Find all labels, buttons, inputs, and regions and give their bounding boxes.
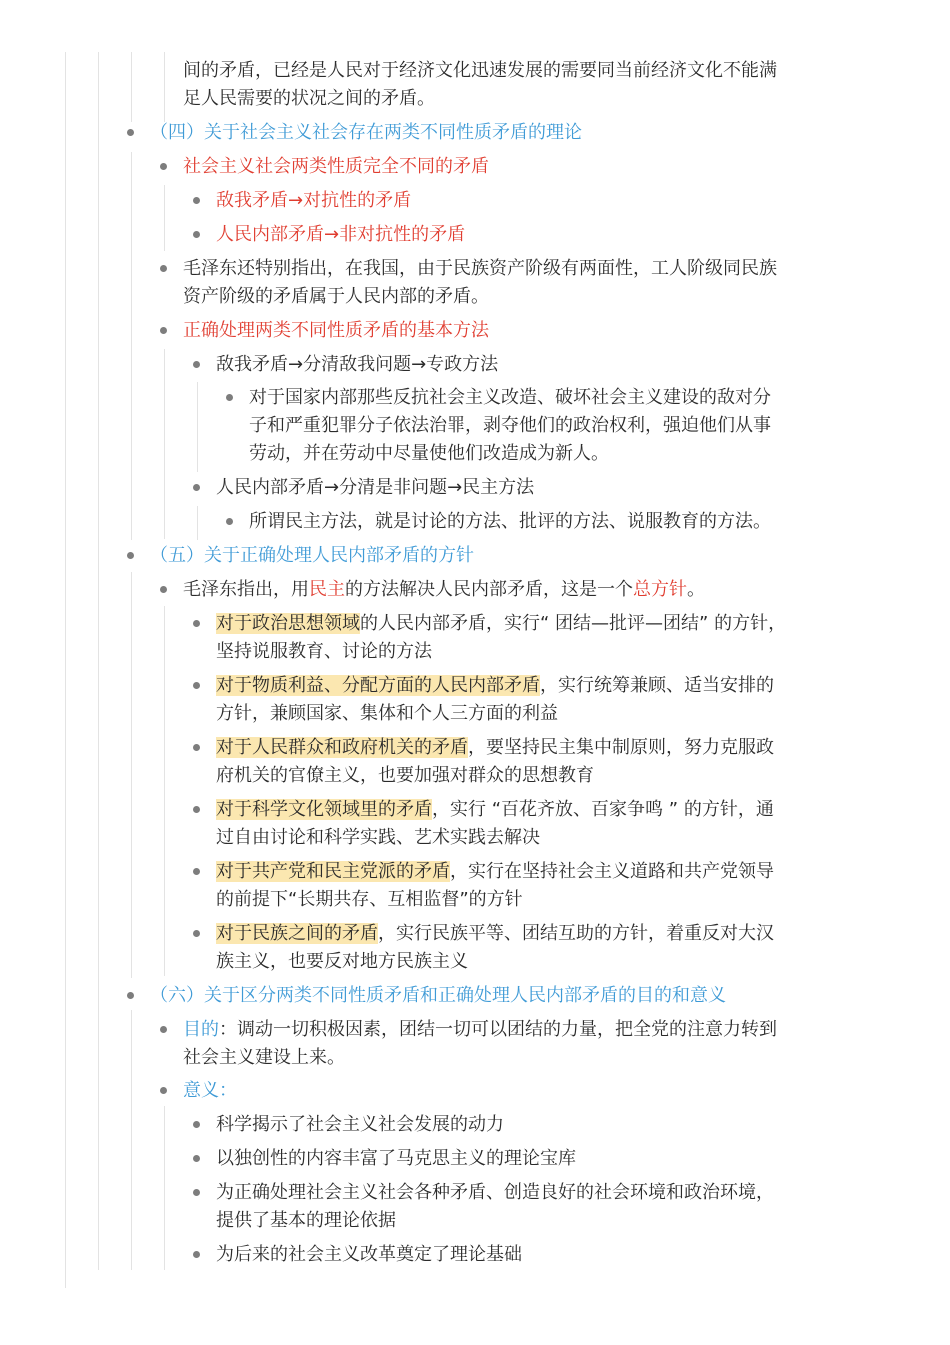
text-run: ，实行 “百花齐放、百家争鸣 ” 的方针，通 [432,799,774,820]
text-run: 的方法解决人民内部矛盾，这是一个 [345,579,633,600]
indent-guide-level-2 [131,572,132,978]
list-item [216,796,774,824]
text-run: ，实行民族平等、团结互助的方针，着重反对大汉 [378,923,774,944]
list-item [216,734,774,762]
indent-guide-level-3 [164,52,165,122]
indent-guide-level-2 [131,1010,132,1270]
list-bullet [193,744,200,751]
list-item: 所谓民主方法，就是讨论的方法、批评的方法、说服教育的方法。 [249,511,771,532]
list-bullet [193,930,200,937]
list-item [183,1016,777,1044]
list-bullet [193,682,200,689]
list-bullet [160,163,167,170]
indent-guide-level-3 [164,1106,165,1270]
list-item: 正确处理两类不同性质矛盾的基本方法 [183,320,489,341]
indent-guide-level-4 [197,506,198,540]
list-item-continuation: 坚持说服教育、讨论的方法 [216,641,432,662]
highlighted-text: 对于政治思想领域 [216,613,360,634]
list-bullet [193,868,200,875]
text-run: ：调动一切积极因素，团结一切可以团结的力量，把全党的注意力转到 [219,1019,777,1040]
list-bullet [193,1121,200,1128]
list-item: 以独创性的内容丰富了马克思主义的理论宝库 [216,1148,576,1169]
list-bullet [193,1251,200,1258]
highlighted-text: 对于民族之间的矛盾 [216,923,378,944]
list-item: 毛泽东还特别指出，在我国，由于民族资产阶级有两面性，工人阶级同民族 [183,258,777,279]
list-item-continuation: 资产阶级的矛盾属于人民内部的矛盾。 [183,286,489,307]
text-run: 的人民内部矛盾，实行“ 团结—批评—团结” 的方针， [360,613,787,634]
list-bullet [226,518,233,525]
highlighted-text: 对于共产党和民主党派的矛盾 [216,861,450,882]
text-run: 。 [687,579,705,600]
indent-guide-level-3 [164,606,165,976]
list-bullet [193,806,200,813]
list-item-continuation: 提供了基本的理论依据 [216,1210,396,1231]
list-item: 人民内部矛盾→非对抗性的矛盾 [216,224,466,245]
list-item [216,672,774,700]
indent-guide-level-3 [164,185,165,251]
indent-guide-level-0 [65,52,66,1288]
list-item-continuation: 府机关的官僚主义，也要加强对群众的思想教育 [216,765,594,786]
list-bullet [193,231,200,238]
list-bullet [193,484,200,491]
list-item-continuation: 劳动，并在劳动中尽量使他们改造成为新人。 [249,443,609,464]
list-item: 科学揭示了社会主义社会发展的动力 [216,1114,504,1135]
label-text: 目的 [183,1019,219,1040]
continuation-text-line: 足人民需要的状况之间的矛盾。 [183,88,435,109]
indent-guide-level-3 [164,349,165,539]
highlighted-text: 对于物质利益、分配方面的人民内部矛盾 [216,675,540,696]
indent-guide-level-2 [131,52,132,122]
list-bullet [160,265,167,272]
emphasis-text: 总方针 [633,579,687,600]
highlighted-text: 对于人民群众和政府机关的矛盾 [216,737,468,758]
list-bullet [193,197,200,204]
list-item: 人民内部矛盾→分清是非问题→民主方法 [216,477,535,498]
indent-guide-level-4 [197,382,198,472]
list-item-continuation: 子和严重犯罪分子依法治罪，剥夺他们的政治权利，强迫他们从事 [249,415,771,436]
list-bullet [127,992,134,999]
list-item-continuation: 的前提下“长期共存、互相监督”的方针 [216,889,523,910]
continuation-text-line: 间的矛盾，已经是人民对于经济文化迅速发展的需要同当前经济文化不能满 [183,60,777,81]
emphasis-text: 民主 [309,579,345,600]
list-item-continuation: 社会主义建设上来。 [183,1047,345,1068]
list-item-continuation: 过自由讨论和科学实践、艺术实践去解决 [216,827,540,848]
list-bullet [160,327,167,334]
list-item [216,920,774,948]
section-4-heading: （四）关于社会主义社会存在两类不同性质矛盾的理论 [150,122,582,143]
list-bullet [160,586,167,593]
list-bullet [127,129,134,136]
list-item-continuation: 方针，兼顾国家、集体和个人三方面的利益 [216,703,558,724]
list-bullet [160,1026,167,1033]
section-6-heading: （六）关于区分两类不同性质矛盾和正确处理人民内部矛盾的目的和意义 [150,985,726,1006]
list-bullet [193,1155,200,1162]
text-run: ，要坚持民主集中制原则，努力克服政 [468,737,774,758]
highlighted-text: 对于科学文化领域里的矛盾 [216,799,432,820]
text-run: ，实行统筹兼顾、适当安排的 [540,675,774,696]
label-text: 意义： [183,1080,237,1101]
list-item: 为正确处理社会主义社会各种矛盾、创造良好的社会环境和政治环境， [216,1182,774,1203]
list-bullet [226,394,233,401]
list-item-continuation: 族主义，也要反对地方民族主义 [216,951,468,972]
list-item: 敌我矛盾→对抗性的矛盾 [216,190,412,211]
list-item [216,610,786,638]
section-5-heading: （五）关于正确处理人民内部矛盾的方针 [150,545,474,566]
list-bullet [193,1189,200,1196]
text-run: ，实行在坚持社会主义道路和共产党领导 [450,861,774,882]
indent-guide-level-1 [98,52,99,1270]
list-bullet [127,552,134,559]
list-item [183,576,705,604]
list-item: 敌我矛盾→分清敌我问题→专政方法 [216,354,499,375]
list-item: 对于国家内部那些反抗社会主义改造、破坏社会主义建设的敌对分 [249,387,771,408]
list-item: 社会主义社会两类性质完全不同的矛盾 [183,156,489,177]
list-item: 为后来的社会主义改革奠定了理论基础 [216,1244,522,1265]
list-bullet [160,1087,167,1094]
list-bullet [193,361,200,368]
text-run: 毛泽东指出，用 [183,579,309,600]
indent-guide-level-2 [131,152,132,540]
list-bullet [193,620,200,627]
list-item [216,858,774,886]
